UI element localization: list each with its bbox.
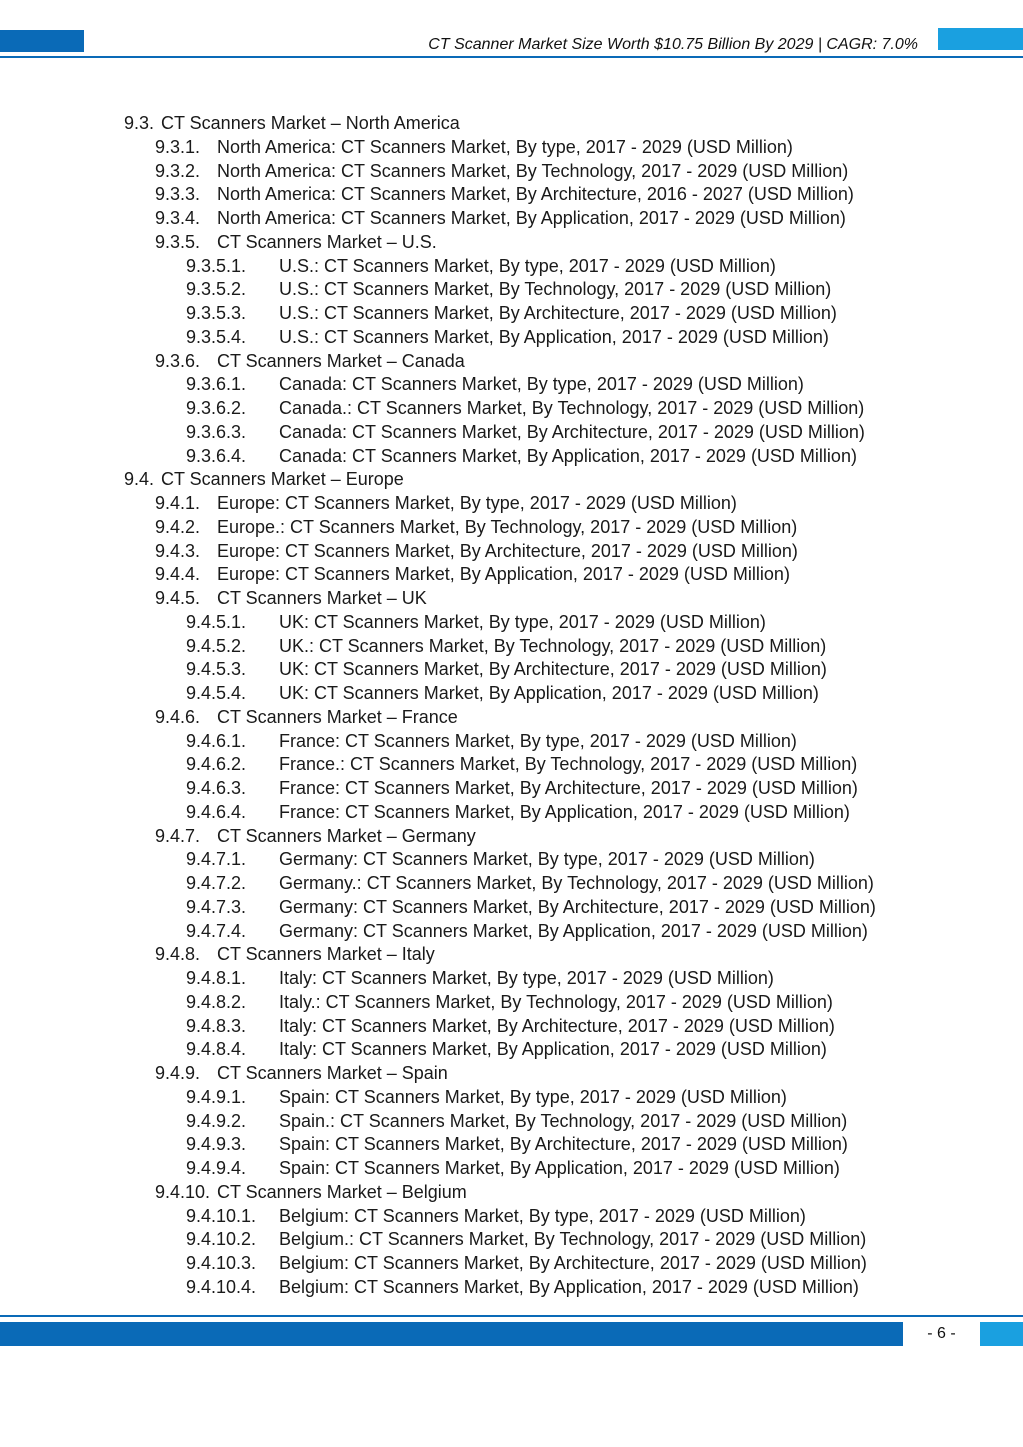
toc-entry-title: CT Scanners Market – U.S. xyxy=(217,231,437,252)
toc-entry-number: 9.4.6.2. xyxy=(186,754,247,775)
toc-entry-title: U.S.: CT Scanners Market, By type, 2017 - 2029 (USD Million) xyxy=(279,255,776,276)
toc-entry-title: Belgium.: CT Scanners Market, By Technology, 2017 - 2029 (USD Million) xyxy=(279,1229,867,1250)
footer-accent-bar-left xyxy=(0,1322,903,1346)
table-of-contents xyxy=(0,112,1023,1300)
toc-entry-number: 9.4.9. xyxy=(155,1063,201,1083)
toc-entry-number: 9.3.5. xyxy=(155,231,201,252)
toc-entry-number: 9.4.9.4. xyxy=(186,1158,247,1178)
toc-entry-title: Italy: CT Scanners Market, By Architecture, 2017 - 2029 (USD Million) xyxy=(279,1015,835,1036)
toc-entry-title: Italy: CT Scanners Market, By type, 2017 - 2029 (USD Million) xyxy=(279,968,774,988)
toc-entry[interactable] xyxy=(0,635,1023,659)
toc-entry-title: Germany: CT Scanners Market, By Application, 2017 - 2029 (USD Million) xyxy=(279,920,868,941)
toc-entry[interactable] xyxy=(0,326,1023,350)
toc-entry-number: 9.4.9.3. xyxy=(186,1134,247,1155)
toc-entry-title: Germany: CT Scanners Market, By type, 2017 - 2029 (USD Million) xyxy=(279,849,815,870)
toc-entry-number: 9.4.7.1. xyxy=(186,849,247,870)
toc-entry-title: North America: CT Scanners Market, By Application, 2017 - 2029 (USD Million) xyxy=(217,208,846,228)
toc-entry[interactable] xyxy=(0,136,1023,160)
toc-entry[interactable] xyxy=(0,207,1023,231)
toc-entry-title: Spain: CT Scanners Market, By Application, 2017 - 2029 (USD Million) xyxy=(279,1158,840,1178)
page-number: - 6 - xyxy=(927,1325,956,1342)
toc-entry-title: CT Scanners Market – North America xyxy=(161,113,460,133)
toc-entry[interactable] xyxy=(0,1015,1023,1039)
toc-entry-number: 9.4.10. xyxy=(155,1181,211,1202)
toc-entry[interactable] xyxy=(0,278,1023,302)
toc-entry-number: 9.4. xyxy=(124,469,155,490)
toc-entry[interactable] xyxy=(0,730,1023,754)
footer-rule xyxy=(0,1315,1023,1317)
toc-entry-title: Spain.: CT Scanners Market, By Technology, 2017 - 2029 (USD Million) xyxy=(279,1110,848,1131)
toc-entry-number: 9.4.7. xyxy=(155,825,201,846)
toc-entry-number: 9.4.5. xyxy=(155,588,201,608)
toc-entry[interactable] xyxy=(0,801,1023,825)
toc-entry-number: 9.3.5.3. xyxy=(186,303,247,323)
toc-entry[interactable] xyxy=(0,991,1023,1015)
toc-entry[interactable] xyxy=(0,373,1023,397)
toc-entry-title: Europe: CT Scanners Market, By Architecture, 2017 - 2029 (USD Million) xyxy=(217,540,798,561)
toc-entry-number: 9.4.5.3. xyxy=(186,659,247,680)
toc-entry-number: 9.3.6.3. xyxy=(186,421,247,442)
toc-entry-title: France: CT Scanners Market, By Application, 2017 - 2029 (USD Million) xyxy=(279,801,850,822)
toc-entry-title: U.S.: CT Scanners Market, By Application, 2017 - 2029 (USD Million) xyxy=(279,326,829,347)
toc-entry-number: 9.4.8.2. xyxy=(186,991,247,1012)
toc-entry-title: U.S.: CT Scanners Market, By Architecture, 2017 - 2029 (USD Million) xyxy=(279,303,837,323)
toc-entry-number: 9.4.3. xyxy=(155,540,201,561)
toc-entry-number: 9.4.6. xyxy=(155,706,201,727)
toc-entry[interactable] xyxy=(0,848,1023,872)
toc-entry-number: 9.4.10.1. xyxy=(186,1205,257,1226)
toc-entry[interactable] xyxy=(0,777,1023,801)
toc-entry[interactable] xyxy=(0,706,1023,730)
toc-entry-title: CT Scanners Market – Belgium xyxy=(217,1181,467,1202)
toc-entry[interactable] xyxy=(0,872,1023,896)
toc-entry-number: 9.4.6.3. xyxy=(186,778,247,798)
toc-entry-title: Spain: CT Scanners Market, By type, 2017 - 2029 (USD Million) xyxy=(279,1086,787,1107)
toc-entry-title: Europe: CT Scanners Market, By type, 2017 - 2029 (USD Million) xyxy=(217,493,737,513)
toc-entry-title: CT Scanners Market – UK xyxy=(217,588,427,608)
toc-entry-title: North America: CT Scanners Market, By Technology, 2017 - 2029 (USD Million) xyxy=(217,160,849,181)
toc-entry-number: 9.4.6.1. xyxy=(186,730,247,751)
toc-entry-title: Belgium: CT Scanners Market, By Architecture, 2017 - 2029 (USD Million) xyxy=(279,1253,867,1273)
toc-entry[interactable] xyxy=(0,1086,1023,1110)
toc-entry-title: CT Scanners Market – Germany xyxy=(217,825,476,846)
toc-entry-number: 9.4.5.4. xyxy=(186,683,247,703)
toc-entry-title: Canada: CT Scanners Market, By Application, 2017 - 2029 (USD Million) xyxy=(279,445,857,466)
toc-entry-number: 9.4.10.4. xyxy=(186,1276,257,1297)
toc-entry-title: Italy: CT Scanners Market, By Application, 2017 - 2029 (USD Million) xyxy=(279,1039,827,1060)
toc-entry[interactable] xyxy=(0,658,1023,682)
toc-entry[interactable] xyxy=(0,1110,1023,1134)
toc-entry-number: 9.4.2. xyxy=(155,516,201,537)
toc-entry[interactable] xyxy=(0,302,1023,326)
toc-entry[interactable] xyxy=(0,231,1023,255)
toc-entry[interactable] xyxy=(0,540,1023,564)
toc-entry-number: 9.3.6. xyxy=(155,350,201,371)
toc-entry-title: Belgium: CT Scanners Market, By type, 2017 - 2029 (USD Million) xyxy=(279,1205,806,1226)
toc-entry-number: 9.3.4. xyxy=(155,208,201,228)
toc-entry-title: Europe.: CT Scanners Market, By Technology, 2017 - 2029 (USD Million) xyxy=(217,516,798,537)
toc-entry[interactable] xyxy=(0,1205,1023,1229)
toc-entry-number: 9.3.6.4. xyxy=(186,445,247,466)
toc-entry[interactable] xyxy=(0,1252,1023,1276)
document-header-title: CT Scanner Market Size Worth $10.75 Billion By 2029 | CAGR: 7.0% xyxy=(428,36,918,53)
toc-entry-title: UK: CT Scanners Market, By type, 2017 - 2029 (USD Million) xyxy=(279,611,766,632)
toc-entry-title: Canada: CT Scanners Market, By Architecture, 2017 - 2029 (USD Million) xyxy=(279,421,865,442)
toc-entry-number: 9.4.7.4. xyxy=(186,920,247,941)
toc-entry-title: CT Scanners Market – Europe xyxy=(161,469,404,490)
toc-entry-number: 9.4.7.3. xyxy=(186,896,247,917)
toc-entry-number: 9.4.9.1. xyxy=(186,1086,247,1107)
toc-entry-title: U.S.: CT Scanners Market, By Technology, 2017 - 2029 (USD Million) xyxy=(279,279,832,300)
toc-entry-number: 9.3.1. xyxy=(155,136,201,157)
toc-entry-title: CT Scanners Market – France xyxy=(217,706,458,727)
toc-entry-title: CT Scanners Market – Canada xyxy=(217,350,465,371)
toc-entry-title: Belgium: CT Scanners Market, By Application, 2017 - 2029 (USD Million) xyxy=(279,1276,859,1297)
toc-entry-number: 9.4.8.1. xyxy=(186,968,247,988)
toc-entry[interactable] xyxy=(0,753,1023,777)
toc-entry[interactable] xyxy=(0,445,1023,469)
toc-entry-title: France: CT Scanners Market, By Architecture, 2017 - 2029 (USD Million) xyxy=(279,778,858,798)
toc-entry[interactable] xyxy=(0,516,1023,540)
toc-entry-number: 9.4.10.3. xyxy=(186,1253,257,1273)
toc-entry[interactable] xyxy=(0,350,1023,374)
toc-entry-title: France: CT Scanners Market, By type, 2017 - 2029 (USD Million) xyxy=(279,730,797,751)
toc-entry-number: 9.3.6.1. xyxy=(186,374,247,395)
footer-accent-bar-right xyxy=(980,1322,1023,1346)
toc-entry[interactable] xyxy=(0,825,1023,849)
toc-entry[interactable] xyxy=(0,943,1023,967)
toc-entry-title: Spain: CT Scanners Market, By Architecture, 2017 - 2029 (USD Million) xyxy=(279,1134,848,1155)
toc-entry[interactable] xyxy=(0,492,1023,516)
toc-entry-number: 9.4.8.4. xyxy=(186,1039,247,1060)
toc-entry[interactable] xyxy=(0,587,1023,611)
toc-entry-number: 9.3.2. xyxy=(155,160,201,181)
toc-entry[interactable] xyxy=(0,967,1023,991)
toc-entry-title: France.: CT Scanners Market, By Technology, 2017 - 2029 (USD Million) xyxy=(279,754,858,775)
toc-entry[interactable] xyxy=(0,611,1023,635)
toc-entry-title: UK.: CT Scanners Market, By Technology, 2017 - 2029 (USD Million) xyxy=(279,635,827,656)
toc-entry[interactable] xyxy=(0,183,1023,207)
toc-entry-number: 9.4.6.4. xyxy=(186,801,247,822)
toc-entry-number: 9.4.9.2. xyxy=(186,1110,247,1131)
toc-entry-title: Canada: CT Scanners Market, By type, 2017 - 2029 (USD Million) xyxy=(279,374,804,395)
toc-entry-number: 9.4.5.2. xyxy=(186,635,247,656)
toc-entry[interactable] xyxy=(0,255,1023,279)
toc-entry[interactable] xyxy=(0,1133,1023,1157)
toc-entry-title: CT Scanners Market – Italy xyxy=(217,944,435,965)
toc-entry-title: UK: CT Scanners Market, By Application, 2017 - 2029 (USD Million) xyxy=(279,683,819,703)
header-accent-bar-right xyxy=(938,28,1023,50)
toc-entry[interactable] xyxy=(0,160,1023,184)
toc-entry-number: 9.4.10.2. xyxy=(186,1229,257,1250)
toc-entry[interactable] xyxy=(0,397,1023,421)
toc-entry-number: 9.4.5.1. xyxy=(186,611,247,632)
toc-entry[interactable] xyxy=(0,1181,1023,1205)
toc-entry-title: Italy.: CT Scanners Market, By Technology, 2017 - 2029 (USD Million) xyxy=(279,991,833,1012)
toc-entry[interactable] xyxy=(0,920,1023,944)
toc-entry[interactable] xyxy=(0,896,1023,920)
header-rule xyxy=(0,56,1023,58)
toc-entry-number: 9.4.1. xyxy=(155,493,201,513)
toc-entry-title: Canada.: CT Scanners Market, By Technology, 2017 - 2029 (USD Million) xyxy=(279,398,865,418)
toc-entry-title: North America: CT Scanners Market, By type, 2017 - 2029 (USD Million) xyxy=(217,136,793,157)
toc-entry-number: 9.3. xyxy=(124,113,155,133)
toc-entry-number: 9.4.8.3. xyxy=(186,1015,247,1036)
toc-entry-title: UK: CT Scanners Market, By Architecture, 2017 - 2029 (USD Million) xyxy=(279,659,827,680)
toc-entry-number: 9.4.7.2. xyxy=(186,873,247,893)
toc-entry[interactable] xyxy=(0,1062,1023,1086)
toc-entry[interactable] xyxy=(0,1276,1023,1300)
toc-entry[interactable] xyxy=(0,1038,1023,1062)
toc-entry[interactable] xyxy=(0,1157,1023,1181)
toc-entry-number: 9.3.3. xyxy=(155,184,201,205)
toc-entry-number: 9.3.5.1. xyxy=(186,255,247,276)
toc-entry[interactable] xyxy=(0,1228,1023,1252)
toc-entry-number: 9.4.4. xyxy=(155,564,201,585)
toc-entry[interactable] xyxy=(0,112,1023,136)
toc-entry-number: 9.3.5.2. xyxy=(186,279,247,300)
toc-entry-title: Europe: CT Scanners Market, By Application, 2017 - 2029 (USD Million) xyxy=(217,564,790,585)
toc-entry-title: North America: CT Scanners Market, By Architecture, 2016 - 2027 (USD Million) xyxy=(217,184,854,205)
toc-entry-title: Germany: CT Scanners Market, By Architecture, 2017 - 2029 (USD Million) xyxy=(279,896,876,917)
toc-entry-number: 9.3.5.4. xyxy=(186,326,247,347)
toc-entry[interactable] xyxy=(0,468,1023,492)
toc-entry-number: 9.3.6.2. xyxy=(186,398,247,418)
toc-entry-number: 9.4.8. xyxy=(155,944,201,965)
toc-entry[interactable] xyxy=(0,682,1023,706)
toc-entry[interactable] xyxy=(0,421,1023,445)
toc-entry-title: CT Scanners Market – Spain xyxy=(217,1063,448,1083)
toc-entry-title: Germany.: CT Scanners Market, By Technology, 2017 - 2029 (USD Million) xyxy=(279,873,874,893)
toc-entry[interactable] xyxy=(0,563,1023,587)
